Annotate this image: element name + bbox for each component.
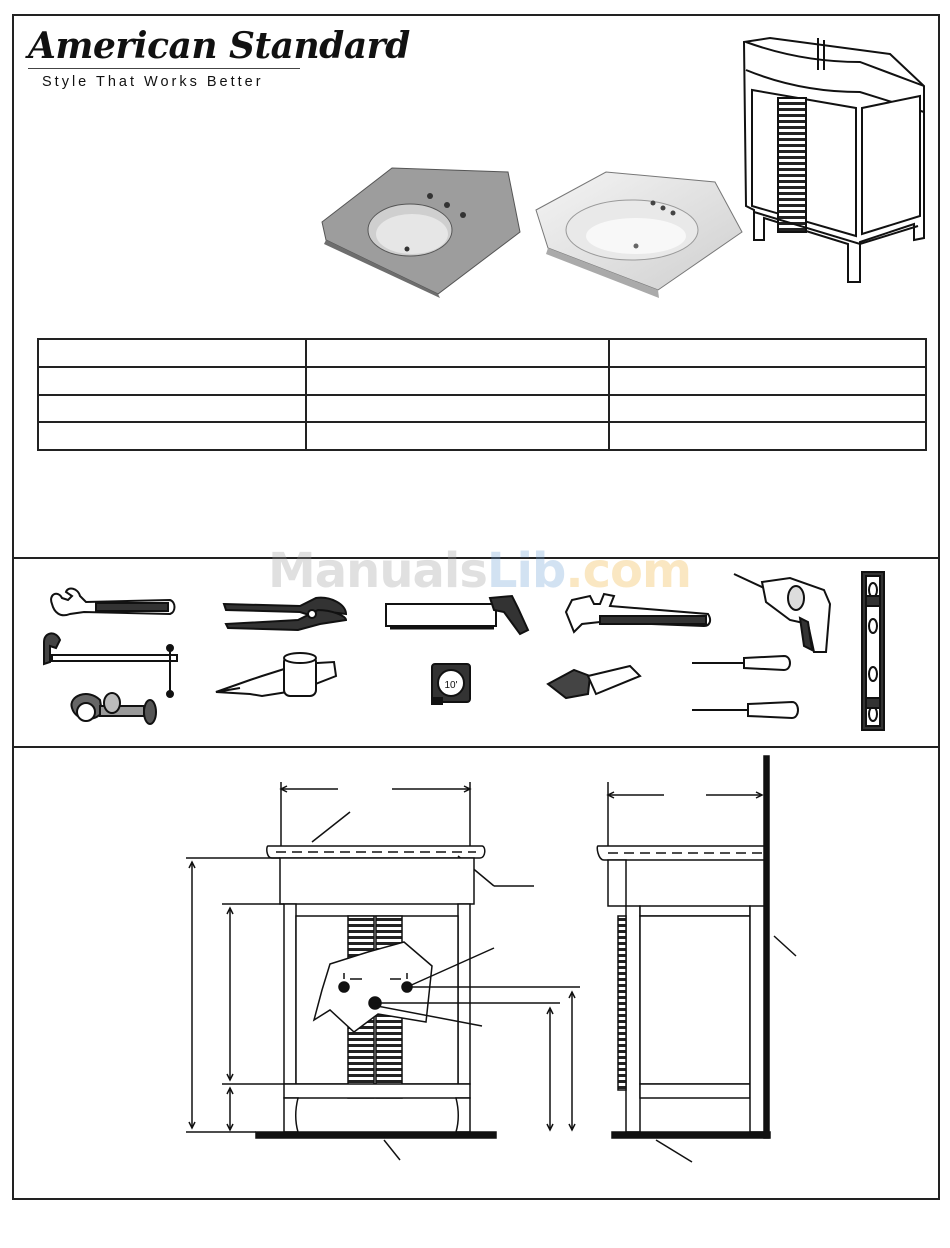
sink-product: [536, 172, 742, 298]
front-elevation-diagram: [186, 782, 580, 1160]
pipe-wrench-icon: [566, 594, 710, 632]
tubing-cutter-icon: [71, 693, 156, 724]
flat-screwdriver-icon: [692, 702, 798, 718]
brand-name: American Standard: [28, 25, 410, 67]
tape-measure-icon: [432, 664, 470, 704]
vanity-cabinet-product: [744, 38, 924, 282]
putty-tube-icon: [216, 653, 336, 696]
hacksaw-icon: [386, 596, 528, 634]
watermark-part-com: .com: [565, 543, 692, 599]
brand-tagline: Style That Works Better: [42, 74, 264, 90]
watermark-part-lib: Lib: [486, 543, 566, 599]
vanity-top-product: [322, 168, 520, 298]
watermark: [268, 543, 691, 599]
side-elevation-diagram: [597, 756, 796, 1162]
basin-wrench-icon: [44, 633, 177, 697]
spirit-level-icon: [862, 572, 884, 730]
power-drill-icon: [734, 574, 830, 652]
slip-joint-pliers-icon: [224, 598, 346, 630]
adjustable-wrench-icon: [51, 589, 174, 616]
tape-measure-label: 10': [444, 680, 458, 691]
phillips-screwdriver-icon: [692, 656, 790, 670]
watermark-part-manuals: Manuals: [268, 543, 487, 599]
putty-knife-icon: [548, 666, 640, 698]
